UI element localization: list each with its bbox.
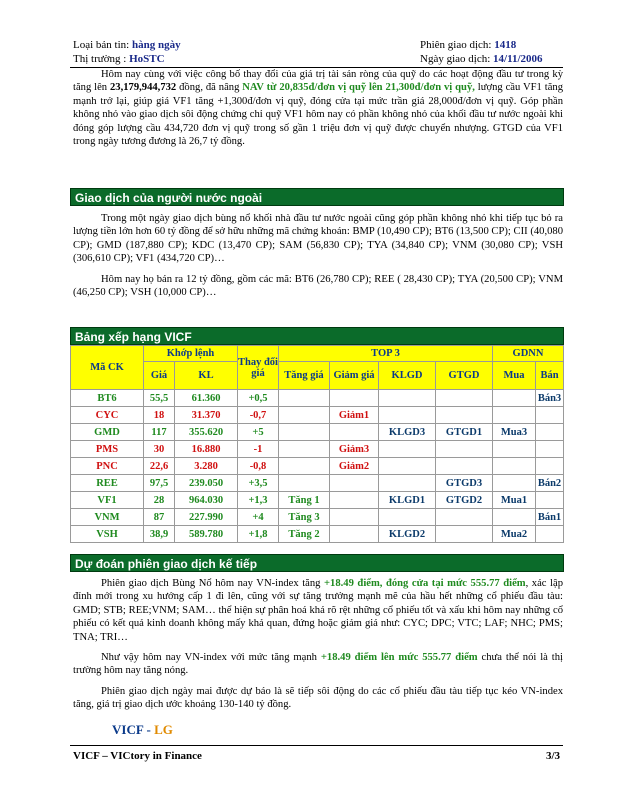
top-loser-cell (330, 509, 379, 526)
top-value-cell (436, 390, 493, 407)
top-loser-cell (330, 424, 379, 441)
page-number: 3/3 (545, 750, 560, 762)
top-loser-cell (330, 526, 379, 543)
col-code-header: Mã CK (71, 346, 144, 390)
top-value-cell (436, 526, 493, 543)
top-gainer-cell: Tăng 1 (279, 492, 330, 509)
col-gtgd-header: GTGD (436, 362, 493, 390)
stock-code-cell: BT6 (71, 390, 144, 407)
intro-paragraph (73, 68, 563, 155)
signature-initials: LG (154, 722, 173, 737)
report-header (73, 38, 560, 66)
forecast-p2-text-a: Như vậy hôm nay VN-index với mức tăng mạnh (101, 652, 321, 664)
match-price-cell: 22,6 (144, 458, 175, 475)
col-down-header: Giảm giá (330, 362, 379, 390)
match-price-cell: 30 (144, 441, 175, 458)
table-row (71, 509, 564, 526)
top-gainer-cell (279, 441, 330, 458)
stock-code-cell: GMD (71, 424, 144, 441)
top-value-cell: GTGD1 (436, 424, 493, 441)
ranking-section-title: Bảng xếp hạng VICF (70, 327, 564, 345)
date-label: Ngày giao dịch: (420, 53, 491, 65)
col-change-header: Thay đổi giá (238, 346, 279, 390)
match-volume-cell: 16.880 (175, 441, 238, 458)
forecast-paragraph-2 (73, 651, 563, 678)
table-row (71, 526, 564, 543)
table-row (71, 390, 564, 407)
match-price-cell: 55,5 (144, 390, 175, 407)
top-volume-cell: KLGD1 (379, 492, 436, 509)
foreign-sell-cell: Bán2 (536, 475, 564, 492)
match-volume-cell: 239.050 (175, 475, 238, 492)
top-value-cell (436, 441, 493, 458)
stock-code-cell: VNM (71, 509, 144, 526)
top-value-cell: GTGD2 (436, 492, 493, 509)
table-row (71, 424, 564, 441)
stock-code-cell: VF1 (71, 492, 144, 509)
match-price-cell: 97,5 (144, 475, 175, 492)
match-price-cell: 117 (144, 424, 175, 441)
forecast-p1-index: +18.49 điểm, đóng cửa tại mức 555.77 điểm (324, 578, 526, 589)
footer-brand: VICF – VICtory in Finance (73, 750, 202, 762)
foreign-buy-cell (493, 475, 536, 492)
col-sell-header: Bán (536, 362, 564, 390)
col-klgd-header: KLGD (379, 362, 436, 390)
stock-code-cell: REE (71, 475, 144, 492)
foreign-buy-cell (493, 390, 536, 407)
stock-code-cell: PNC (71, 458, 144, 475)
match-price-cell: 87 (144, 509, 175, 526)
ranking-table-body (71, 390, 564, 543)
match-volume-cell: 31.370 (175, 407, 238, 424)
top-loser-cell: Giảm1 (330, 407, 379, 424)
col-kl-header: KL (175, 362, 238, 390)
foreign-buy-cell (493, 509, 536, 526)
table-row (71, 492, 564, 509)
top-loser-cell (330, 492, 379, 509)
intro-text-3: lượng cầu VF1 tăng mạnh trở lại, giúp giá VF1 tăng +1,300đ/đơn vị quỹ, đóng cửa tại mức trần giá 28,000đ/đơn vị quỹ. Góp phần không nhỏ vào giao dịch sôi động chứng chỉ quỹ VF1 hôm nay có phần không nhỏ của khối đầu tư nước ngoài khi đóng góp lượng cầu 434,720 đơn vị quỹ trong số gần 1 triệu đơn vị quỹ được chuyển nhượng. GTGD của VF1 trong ngày tương đương là 26,7 tỷ đồng. (73, 82, 563, 148)
top-value-cell (436, 407, 493, 424)
foreign-sell-cell (536, 492, 564, 509)
match-price-cell: 28 (144, 492, 175, 509)
top-loser-cell (330, 390, 379, 407)
foreign-buy-cell (493, 441, 536, 458)
foreign-buy-cell (493, 458, 536, 475)
top-gainer-cell (279, 475, 330, 492)
top-volume-cell (379, 390, 436, 407)
top-gainer-cell (279, 424, 330, 441)
table-row (71, 475, 564, 492)
col-match-header: Khớp lệnh (144, 346, 238, 362)
price-change-cell: -0,8 (238, 458, 279, 475)
session-value: 1418 (494, 39, 517, 51)
intro-nav-change: NAV từ 20,835đ/đơn vị quỹ lên 21,300đ/đơn vị quỹ, (242, 82, 475, 94)
price-change-cell: +3,5 (238, 475, 279, 492)
date-value: 14/11/2006 (493, 53, 543, 65)
match-price-cell: 38,9 (144, 526, 175, 543)
match-volume-cell: 355.620 (175, 424, 238, 441)
foreign-sell-paragraph: Hôm nay họ bán ra 12 tỷ đồng, gồm các mã: BT6 (26,780 CP); REE ( 28,430 CP); TYA (20,500 CP); VNM (46,250 CP); VSH (10,000 CP)… (73, 273, 563, 299)
foreign-buy-cell (493, 407, 536, 424)
match-volume-cell: 3.280 (175, 458, 238, 475)
foreign-sell-cell (536, 458, 564, 475)
bulletin-type-label: Loại bản tin: (73, 39, 130, 51)
top-volume-cell (379, 441, 436, 458)
top-value-cell: GTGD3 (436, 475, 493, 492)
market-label: Thị trường : (73, 53, 127, 65)
stock-code-cell: VSH (71, 526, 144, 543)
col-top3-header: TOP 3 (279, 346, 493, 362)
top-loser-cell: Giảm3 (330, 441, 379, 458)
top-gainer-cell (279, 407, 330, 424)
top-volume-cell: KLGD2 (379, 526, 436, 543)
foreign-buy-cell: Mua1 (493, 492, 536, 509)
forecast-p1-text-b: , xác lập đỉnh mới trong xu hướng cấp 1 đi lên, cũng với sự tăng trưởng mạnh mẽ của hầu hết những cổ phiếu đầu tàu: GMD; STB; REE;VNM; SAM… thể hiện sự phân hoá khá rõ rệt những cổ phiếu tốt và xấu khi hôm nay những cổ phiếu có kết quả kinh doanh không mấy khả quan, đứng hoặc giảm giá như: CYC; DPC; VTC; LAF; NHC; PMS; TNA; TRI… (73, 578, 563, 643)
top-gainer-cell (279, 458, 330, 475)
top-value-cell (436, 458, 493, 475)
col-gdnn-header: GDNN (493, 346, 564, 362)
price-change-cell: -1 (238, 441, 279, 458)
stock-code-cell: CYC (71, 407, 144, 424)
session-label: Phiên giao dịch: (420, 39, 492, 51)
table-row (71, 458, 564, 475)
forecast-p2-index: +18.49 điểm lên mức 555.77 điểm (320, 652, 478, 664)
foreign-section-title: Giao dịch của người nước ngoài (70, 188, 564, 206)
match-volume-cell: 61.360 (175, 390, 238, 407)
price-change-cell: -0,7 (238, 407, 279, 424)
top-volume-cell: KLGD3 (379, 424, 436, 441)
top-volume-cell (379, 509, 436, 526)
forecast-p2-text-b: chưa thể nói là thị trường hôm nay tăng nóng. (73, 652, 563, 677)
foreign-sell-cell (536, 441, 564, 458)
top-loser-cell: Giảm2 (330, 458, 379, 475)
price-change-cell: +1,8 (238, 526, 279, 543)
top-loser-cell (330, 475, 379, 492)
price-change-cell: +0,5 (238, 390, 279, 407)
price-change-cell: +4 (238, 509, 279, 526)
ranking-table (70, 345, 564, 543)
forecast-p1-text-a: Phiên giao dịch Bùng Nổ hôm nay VN-index tăng (101, 578, 324, 589)
price-change-cell: +5 (238, 424, 279, 441)
match-volume-cell: 964.030 (175, 492, 238, 509)
intro-nav-amount: 23,179,944,732 (110, 82, 177, 94)
forecast-section-body (73, 577, 563, 719)
table-row (71, 441, 564, 458)
col-up-header: Tăng giá (279, 362, 330, 390)
match-price-cell: 18 (144, 407, 175, 424)
stock-code-cell: PMS (71, 441, 144, 458)
foreign-buy-cell: Mua2 (493, 526, 536, 543)
foreign-section-body (73, 212, 563, 306)
market-value: HoSTC (129, 53, 165, 65)
price-change-cell: +1,3 (238, 492, 279, 509)
foreign-buy-cell: Mua3 (493, 424, 536, 441)
intro-text-2: đồng, đã nâng (176, 82, 243, 94)
table-row (71, 407, 564, 424)
top-gainer-cell: Tăng 2 (279, 526, 330, 543)
match-volume-cell: 589.780 (175, 526, 238, 543)
match-volume-cell: 227.990 (175, 509, 238, 526)
footer-divider (70, 745, 563, 746)
col-buy-header: Mua (493, 362, 536, 390)
foreign-buy-paragraph: Trong một ngày giao dịch bùng nổ khối nhà đầu tư nước ngoài cũng góp phần không nhỏ khi tiếp tục bỏ ra lượng tiền lớn hơn 60 tỷ đồng để sở hữu những mã chứng khoán: BMP (10,490 CP); BT6 (13,500 CP); CII (40,080 CP); GMD (187,880 CP); KDC (13,470 CP); SAM (56,830 CP); TYA (34,840 CP); VNM (30,080 CP); VSH (306,610 CP); VF1 (434,720 CP)… (73, 213, 563, 265)
top-value-cell (436, 509, 493, 526)
foreign-sell-cell (536, 526, 564, 543)
foreign-sell-cell (536, 424, 564, 441)
signature-org: VICF - (112, 722, 155, 737)
top-volume-cell (379, 458, 436, 475)
top-volume-cell (379, 407, 436, 424)
top-gainer-cell (279, 390, 330, 407)
top-gainer-cell: Tăng 3 (279, 509, 330, 526)
foreign-sell-cell (536, 407, 564, 424)
top-volume-cell (379, 475, 436, 492)
forecast-paragraph-1 (73, 577, 563, 644)
signature (112, 722, 173, 738)
forecast-section-title: Dự đoán phiên giao dịch kế tiếp (70, 554, 564, 572)
foreign-sell-cell: Bán1 (536, 509, 564, 526)
col-price-header: Giá (144, 362, 175, 390)
forecast-paragraph-3: Phiên giao dịch ngày mai được dự báo là sẽ tiếp sôi động do các cổ phiếu đầu tàu tiếp tục kéo VN-index tăng, giá trị giao dịch ước khoảng 130-140 tỷ đồng. (73, 685, 563, 711)
page-footer (73, 750, 560, 762)
foreign-sell-cell: Bán3 (536, 390, 564, 407)
intro-text-1: Hôm nay cùng với việc công bố thay đổi của giá trị tài sản ròng của quỹ do các hoạt động đầu tư trong kỳ tăng lên (73, 69, 563, 94)
bulletin-type-value: hàng ngày (131, 39, 181, 51)
